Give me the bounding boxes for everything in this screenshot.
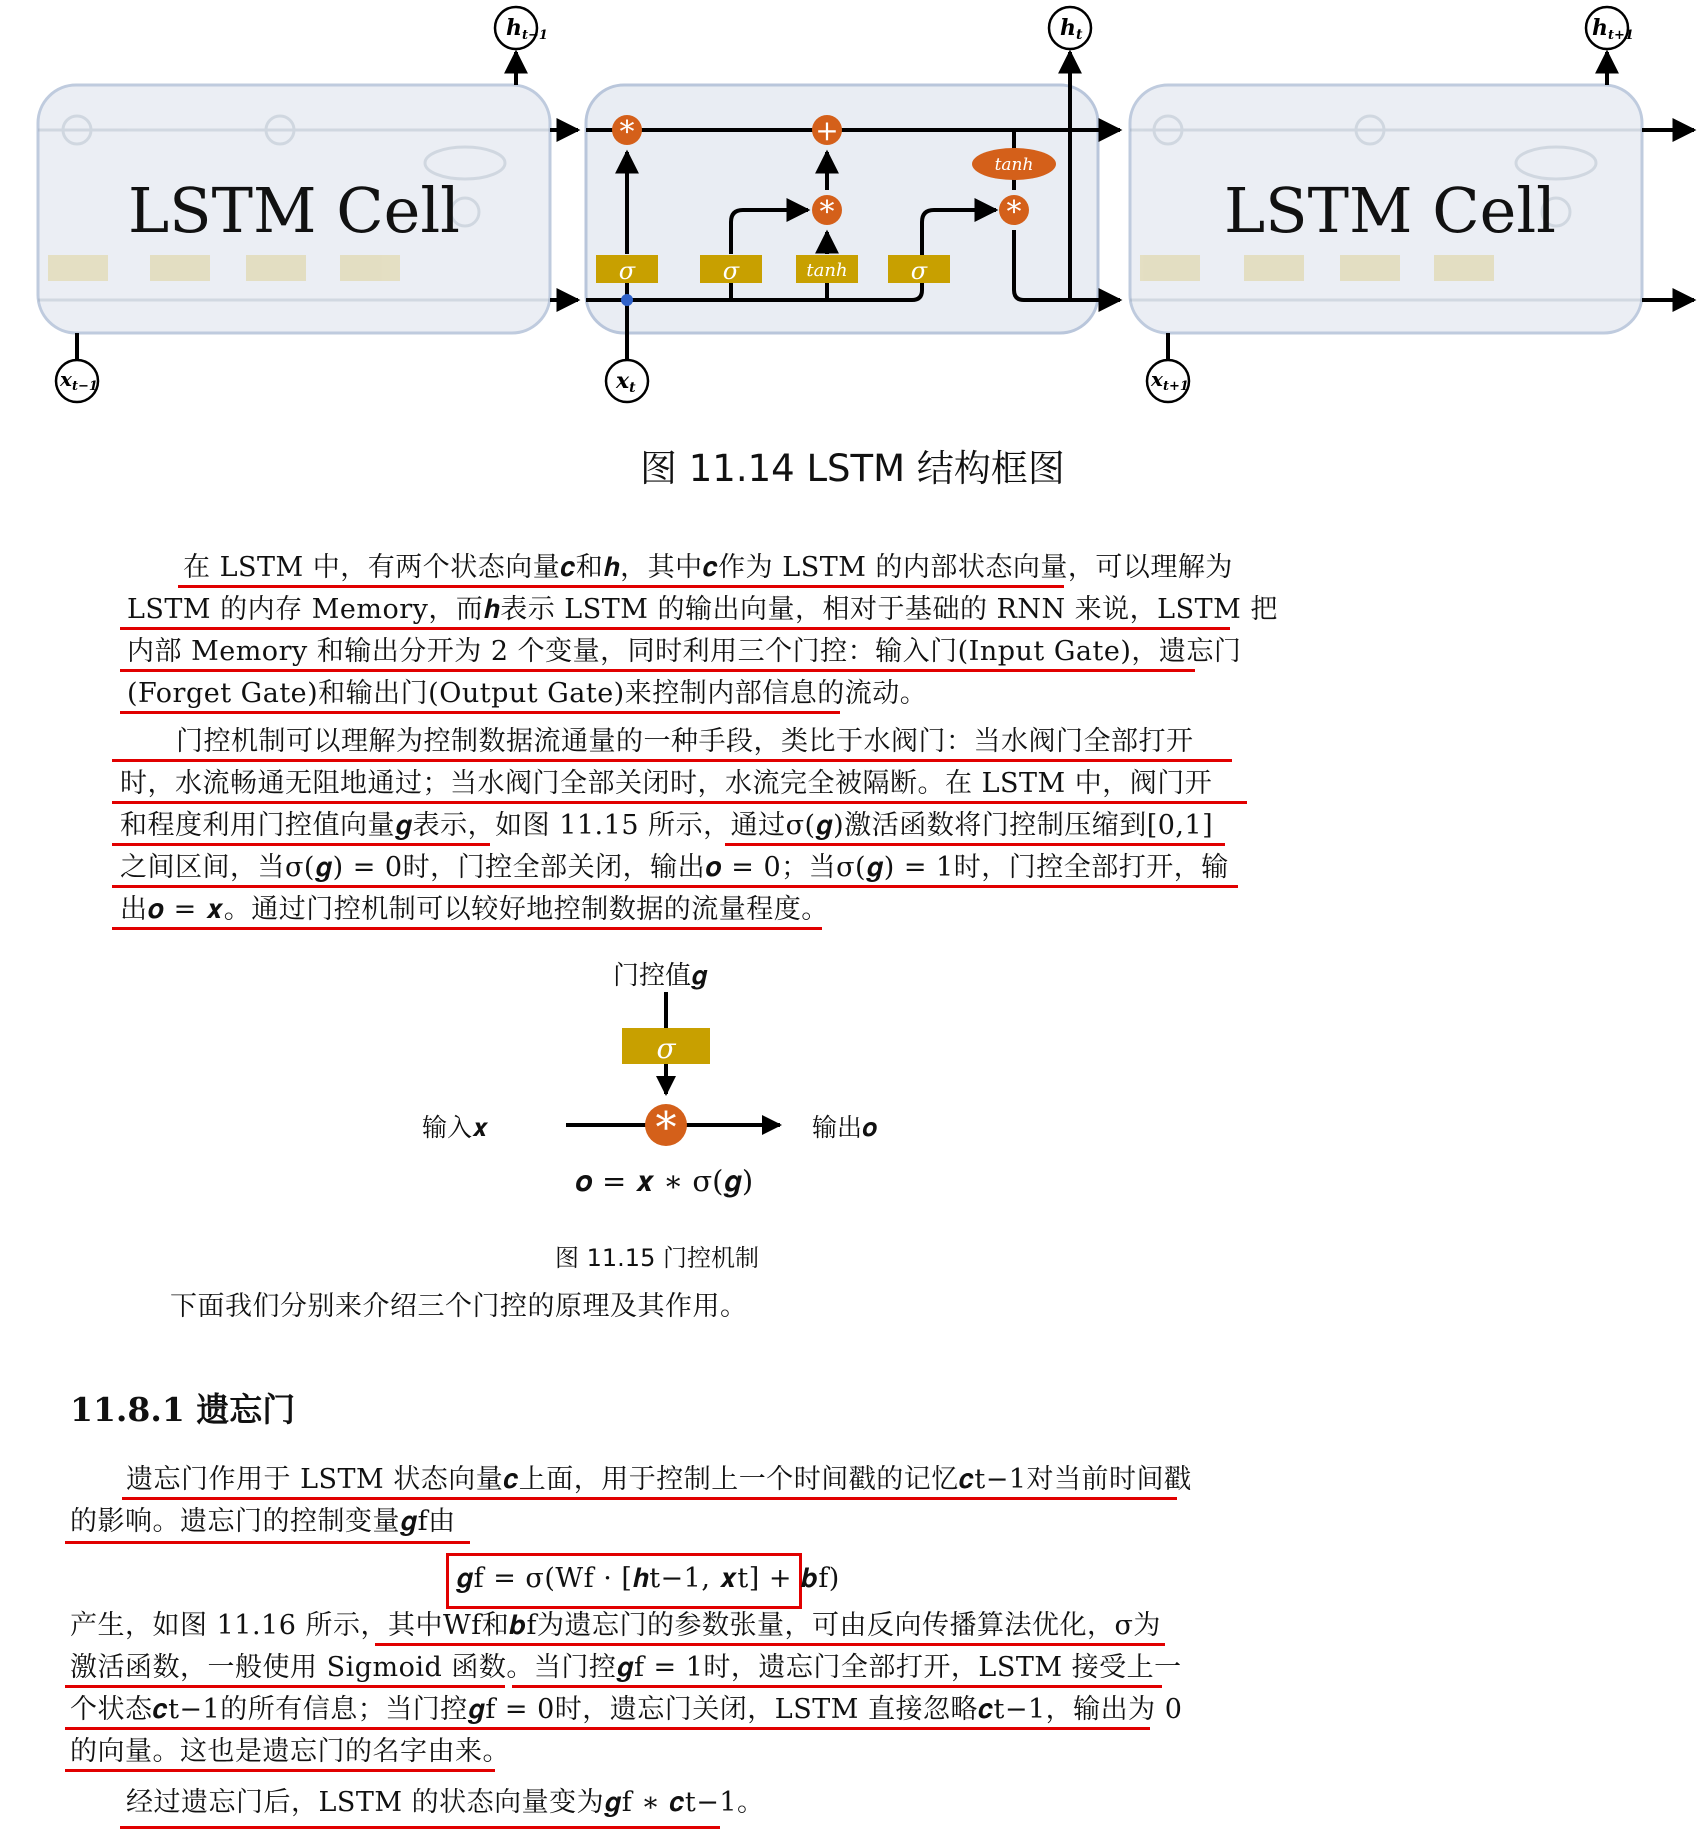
paragraph-line: 经过遗忘门后，LSTM 的状态向量变为𝒈f ∗ 𝒄t−1。 <box>126 1787 765 1818</box>
lstm-cell-label-left: LSTM Cell <box>128 174 460 247</box>
paragraph-line: 激活函数，一般使用 Sigmoid 函数。当门控𝒈f = 1时，遗忘门全部打开，LSTM 接受上一 <box>70 1652 1182 1683</box>
svg-text:σ: σ <box>656 1032 676 1065</box>
svg-text:*: * <box>619 115 635 150</box>
sigma-label: σ <box>910 257 928 285</box>
x-next-node: $x_{t+1}$ <box>1151 367 1189 394</box>
paragraph-line: 时，水流畅通无阻地通过；当水阀门全部关闭时，水流完全被隔断。在 LSTM 中，阀门开 <box>120 768 1213 799</box>
gate-mechanism-diagram <box>540 990 810 1160</box>
svg-text:tanh: tanh <box>994 155 1034 175</box>
tanh-label: tanh <box>806 260 848 281</box>
paragraph-line: 产生，如图 11.16 所示，其中Wf和𝒃f为遗忘门的参数张量，可由反向传播算法优化，σ为 <box>70 1610 1161 1641</box>
paragraph-line: 的向量。这也是遗忘门的名字由来。 <box>70 1736 510 1767</box>
x-prev-node: $x_{t-1}$ <box>60 367 98 394</box>
paragraph-line: 门控机制可以理解为控制数据流通量的一种手段，类比于水阀门：当水阀门全部打开 <box>176 726 1194 757</box>
sigma-label: σ <box>618 257 636 285</box>
paragraph-line: (Forget Gate)和输出门(Output Gate)来控制内部信息的流动。 <box>127 678 928 709</box>
svg-text:*: * <box>655 1103 677 1152</box>
gate-equation: 𝒐 = 𝒙 ∗ σ(𝒈) <box>575 1164 754 1198</box>
h-next-node: ht+1 <box>1592 15 1634 43</box>
svg-text:*: * <box>819 195 835 230</box>
paragraph-line: 遗忘门作用于 LSTM 状态向量𝒄上面，用于控制上一个时间戳的记忆𝒄t−1对当前时间戳 <box>126 1464 1192 1495</box>
h-curr-node: ht <box>1060 15 1083 43</box>
lstm-cell-label-right: LSTM Cell <box>1224 174 1556 247</box>
x-curr-node: xt <box>616 368 636 396</box>
paragraph-line: 之间区间，当σ(𝒈) = 0时，门控全部关闭，输出𝒐 = 0；当σ(𝒈) = 1时，门控全部打开，输 <box>120 852 1229 883</box>
paragraph-line: 内部 Memory 和输出分开为 2 个变量，同时利用三个门控：输入门(Input Gate)，遗忘门 <box>127 636 1242 667</box>
h-prev-node: ht−1 <box>506 15 548 43</box>
input-x-label: 输入𝒙 <box>422 1113 489 1142</box>
paragraph-line: 的影响。遗忘门的控制变量𝒈f由 <box>70 1506 456 1537</box>
lstm-structure-diagram <box>0 0 1705 420</box>
figure-caption-11-14: 图 11.14 LSTM 结构框图 <box>640 447 1065 490</box>
paragraph-line: 在 LSTM 中，有两个状态向量𝒄和𝒉，其中𝒄作为 LSTM 的内部状态向量，可以理解为 <box>183 552 1233 583</box>
svg-text:*: * <box>1006 195 1022 230</box>
paragraph-line: 和程度利用门控值向量𝒈表示，如图 11.15 所示，通过σ(𝒈)激活函数将门控制压缩到[0,1] <box>120 810 1214 841</box>
paragraph-line: 出𝒐 = 𝒙。通过门控机制可以较好地控制数据的流量程度。 <box>120 894 829 925</box>
paragraph-line: 个状态𝒄t−1的所有信息；当门控𝒈f = 0时，遗忘门关闭，LSTM 直接忽略𝒄t−1，输出为 0 <box>70 1694 1183 1725</box>
forget-gate-equation: 𝒈f = σ(Wf · [𝒉t−1, 𝒙t] + 𝒃f) <box>456 1563 840 1594</box>
svg-text:+: + <box>815 114 839 147</box>
section-heading: 11.8.1 遗忘门 <box>70 1390 296 1429</box>
paragraph-line: LSTM 的内存 Memory，而𝒉表示 LSTM 的输出向量，相对于基础的 RNN 来说，LSTM 把 <box>127 594 1278 625</box>
figure-caption-11-15: 图 11.15 门控机制 <box>555 1244 759 1272</box>
paragraph-line: 下面我们分别来介绍三个门控的原理及其作用。 <box>170 1291 748 1322</box>
output-o-label: 输出𝒐 <box>812 1113 878 1142</box>
sigma-label: σ <box>722 257 740 285</box>
gate-value-label: 门控值𝒈 <box>613 961 708 991</box>
